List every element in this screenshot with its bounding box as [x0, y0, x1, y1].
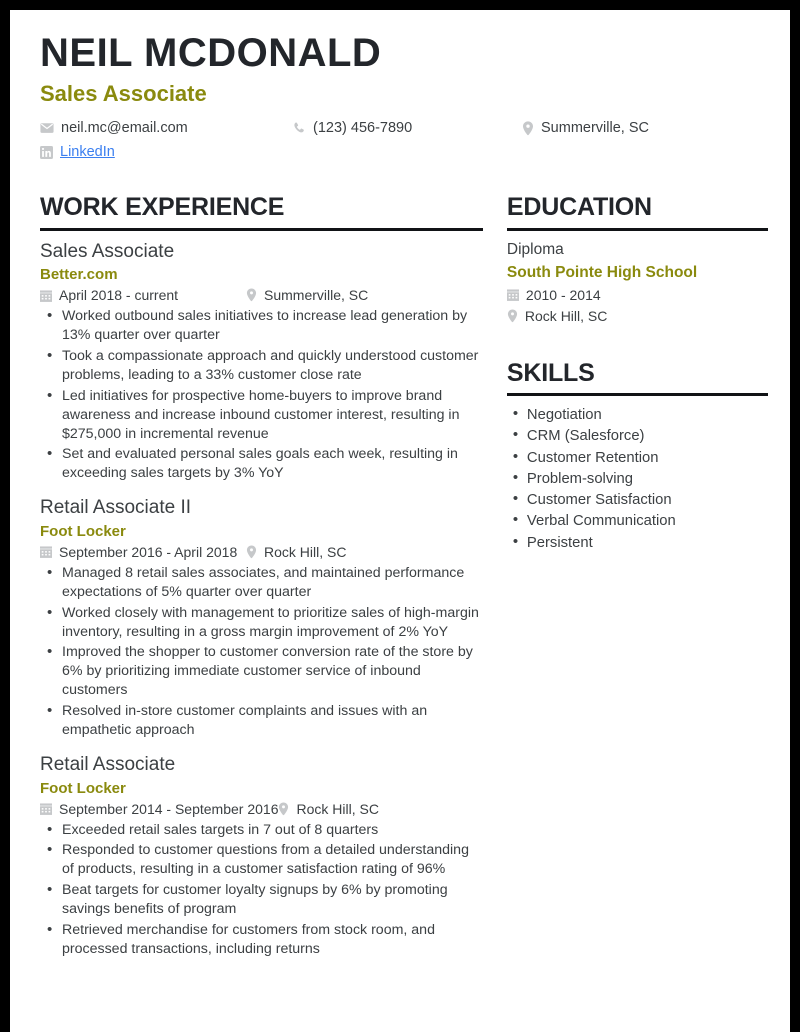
map-pin-icon — [246, 545, 257, 559]
map-pin-icon — [522, 121, 534, 136]
job-company: Better.com — [40, 266, 118, 284]
envelope-icon — [40, 121, 54, 135]
job-dates-text: September 2016 - April 2018 — [59, 543, 238, 560]
job-bullet: • Beat targets for customer loyalty signups by 6% by promoting savings benefits of program — [40, 881, 483, 919]
skills-heading: SKILLS — [506, 358, 595, 387]
job-bullet: • Worked outbound sales initiatives to increase lead generation by 13% quarter over quarter — [40, 307, 483, 345]
job-bullets — [40, 307, 483, 483]
job-bullet: • Worked closely with management to prioritize sales of high-margin inventory, resulting in a gross margin improvement of 2% YoY — [40, 604, 483, 642]
contact-linkedin[interactable] — [40, 144, 115, 160]
skill-item: • Negotiation — [507, 405, 768, 425]
contact-location — [522, 120, 768, 136]
job-title: Sales Associate — [40, 240, 175, 262]
skill-item: • Persistent — [507, 533, 768, 553]
education-dates — [507, 287, 768, 303]
job-location — [246, 544, 346, 560]
job-bullet: • Responded to customer questions from a detailed understanding of products, resulting in a customer satisfaction rating of 96% — [40, 841, 483, 879]
education-dates-text: 2010 - 2014 — [525, 286, 601, 303]
calendar-icon — [40, 545, 52, 558]
resume-header — [32, 32, 768, 162]
skills-section — [507, 360, 768, 553]
job-location-text: Rock Hill, SC — [264, 543, 347, 560]
resume-body — [32, 194, 768, 972]
contact-email-text: neil.mc@email.com — [61, 120, 188, 136]
skills-list — [507, 405, 768, 553]
skill-item: • Customer Retention — [507, 448, 768, 468]
education-location-text: Rock Hill, SC — [524, 307, 608, 324]
education-entry — [507, 240, 768, 324]
job-bullet: • Improved the shopper to customer conversion rate of the store by 6% by prioritizing immediate customer service of inbound customers — [40, 643, 483, 700]
left-column — [32, 194, 483, 972]
job-entry — [40, 496, 483, 740]
job-dates — [40, 544, 246, 560]
education-heading: EDUCATION — [506, 193, 652, 221]
job-title: Retail Associate II — [40, 497, 192, 519]
education-location — [507, 308, 768, 324]
job-bullet: • Retrieved merchandise for customers from stock room, and processed transactions, including returns — [40, 921, 483, 959]
job-location — [278, 801, 378, 817]
contact-email[interactable] — [40, 120, 292, 136]
map-pin-icon — [507, 309, 518, 323]
skill-item: • Verbal Communication — [507, 511, 768, 531]
contact-phone[interactable] — [292, 120, 522, 136]
job-entry — [40, 753, 483, 959]
job-entry — [40, 240, 483, 484]
job-title: Retail Associate — [40, 753, 176, 775]
job-bullet: • Took a compassionate approach and quickly understood customer problems, leading to a 33% customer close rate — [40, 347, 483, 385]
education-degree: Diploma — [506, 240, 564, 258]
job-company: Foot Locker — [40, 779, 126, 797]
job-location — [246, 287, 368, 303]
phone-icon — [292, 121, 306, 135]
education-school: South Pointe High School — [506, 263, 698, 281]
map-pin-icon — [246, 288, 257, 302]
linkedin-link[interactable]: LinkedIn — [60, 144, 115, 160]
job-bullet: • Led initiatives for prospective home-buyers to improve brand awareness and increase inbound customer interest, resulting in $275,000 in incremental revenue — [40, 387, 483, 444]
contact-location-text: Summerville, SC — [541, 120, 649, 136]
job-meta — [40, 287, 483, 303]
contact-row-secondary — [32, 142, 768, 162]
job-location-text: Summerville, SC — [264, 287, 369, 304]
contact-row-primary — [32, 118, 768, 138]
map-pin-icon — [278, 802, 289, 816]
right-column — [507, 194, 768, 554]
job-dates — [40, 801, 278, 817]
candidate-job-title: Sales Associate — [40, 81, 207, 106]
job-dates-text: April 2018 - current — [59, 287, 179, 304]
job-dates-text: September 2014 - September 2016 — [59, 800, 279, 817]
linkedin-icon — [40, 146, 53, 159]
job-dates — [40, 287, 246, 303]
job-bullet: • Exceeded retail sales targets in 7 out of 8 quarters — [40, 821, 483, 840]
calendar-icon — [40, 802, 52, 815]
contact-phone-text: (123) 456-7890 — [313, 120, 413, 136]
education-rule — [507, 228, 768, 231]
job-meta — [40, 801, 483, 817]
skills-rule — [507, 393, 768, 396]
calendar-icon — [40, 289, 52, 302]
candidate-name: NEIL MCDONALD — [40, 31, 382, 75]
work-experience-rule — [40, 228, 483, 231]
job-bullet: • Managed 8 retail sales associates, and maintained performance expectations of 5% quarter over quarter — [40, 564, 483, 602]
skill-item: • Problem-solving — [507, 469, 768, 489]
resume-page — [10, 10, 790, 1032]
skill-item: • CRM (Salesforce) — [507, 426, 768, 446]
calendar-icon — [507, 288, 519, 301]
work-experience-heading: WORK EXPERIENCE — [40, 193, 285, 221]
job-meta — [40, 544, 483, 560]
job-bullets — [40, 564, 483, 740]
job-bullets — [40, 821, 483, 959]
job-location-text: Rock Hill, SC — [296, 800, 379, 817]
job-bullet: • Resolved in-store customer complaints and issues with an empathetic approach — [40, 702, 483, 740]
job-bullet: • Set and evaluated personal sales goals each week, resulting in exceeding sales targets by 3% YoY — [40, 445, 483, 483]
skill-item: • Customer Satisfaction — [507, 490, 768, 510]
job-company: Foot Locker — [40, 522, 126, 540]
